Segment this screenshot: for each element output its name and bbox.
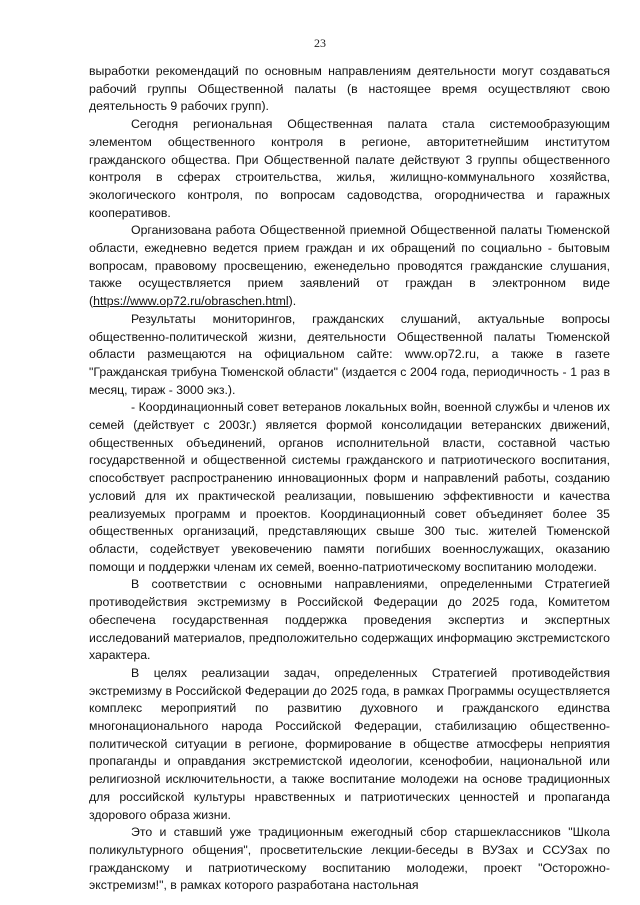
paragraph-2: Сегодня региональная Общественная палата стала системообразующим элементом общественного контроля в регионе, авторитетнейшим институтом гражданского общества. При Общественной палате действуют 3 группы общественного контроля в сферах строительства, жилья, жилищно-коммунального хозяйства, экологического контроля, по вопросам садоводства, огородничества и гаражных кооперативов. <box>89 117 610 220</box>
paragraph-5: - Координационный совет ветеранов локальных войн, военной службы и членов их семей (действует с 2003г.) является формой консолидации ветеранских движений, общественных объединений, органов исполнительной власти, составной частью государственной и общественной системы гражданского и патриотического воспитания, способствует распространению инновационных форм и направлений работы, созданию условий для их практической реализации, повышению эффективности и качества реализуемых программ и проектов. Координационный совет объединяет более 35 общественных организаций, представляющих свыше 300 тыс. жителей Тюменской области, содействует увековечению памяти погибших военнослужащих, оказанию помощи и поддержки членам их семей, военно-патриотическому воспитанию молодежи. <box>89 400 610 574</box>
paragraph-3-text: Организована работа Общественной приемной Общественной палаты Тюменской области, ежедневно ведется прием граждан и их обращений по социально - бытовым вопросам, правовому просвещению, еженедельно проводятся гражданские слушания, также осуществляется прием заявлений от граждан в электронном виде ( <box>89 223 610 309</box>
paragraph-8: Это и ставший уже традиционным ежегодный сбор старшеклассников "Школа поликультурного общения", просветительские лекции-беседы в ВУЗах и ССУЗах по гражданскому и патриотическому воспитанию молодежи, проект "Осторожно-экстремизм!", в рамках которого разработана настольная <box>89 825 610 893</box>
paragraph-3-tail: ). <box>288 294 297 309</box>
paragraph-3 <box>89 222 610 311</box>
paragraph-6: В соответствии с основными направлениями, определенными Стратегией противодействия экстремизму в Российской Федерации до 2025 года, Комитетом обеспечена государственная поддержка проведения экспертиз и экспертных исследований материалов, предположительно содержащих информацию экстремистского характера. <box>89 577 610 663</box>
body-text <box>89 63 610 895</box>
paragraph-7: В целях реализации задач, определенных Стратегией противодействия экстремизму в Российской Федерации до 2025 года, в рамках Программы осуществляется комплекс мероприятий по развитию духовного и гражданского единства многонационального народа Российской Федерации, стабилизацию общественно-политической ситуации в регионе, формирование в обществе атмосферы неприятия пропаганды и оправдания экстремистской идеологии, ксенофобии, национальной или религиозной исключительности, а также воспитание молодежи на основе традиционных для российской культуры нравственных и патриотических ценностей и пропаганда здорового образа жизни. <box>89 665 610 822</box>
obraschen-link[interactable]: https://www.op72.ru/obraschen.html <box>93 294 289 309</box>
page-number: 23 <box>314 36 326 50</box>
paragraph-1: выработки рекомендаций по основным направлениям деятельности могут создаваться рабочий группы Общественной палаты (в настоящее время осуществляют свою деятельность 9 рабочих групп). <box>89 64 610 114</box>
paragraph-4: Результаты мониторингов, гражданских слушаний, актуальные вопросы общественно-политической жизни, деятельности Общественной палаты Тюменской области размещаются на официальном сайте: www.op72.ru, а также в газете "Гражданская трибуна Тюменской области" (издается с 2004 года, периодичность - 1 раз в месяц, тираж - 3000 экз.). <box>89 311 610 397</box>
